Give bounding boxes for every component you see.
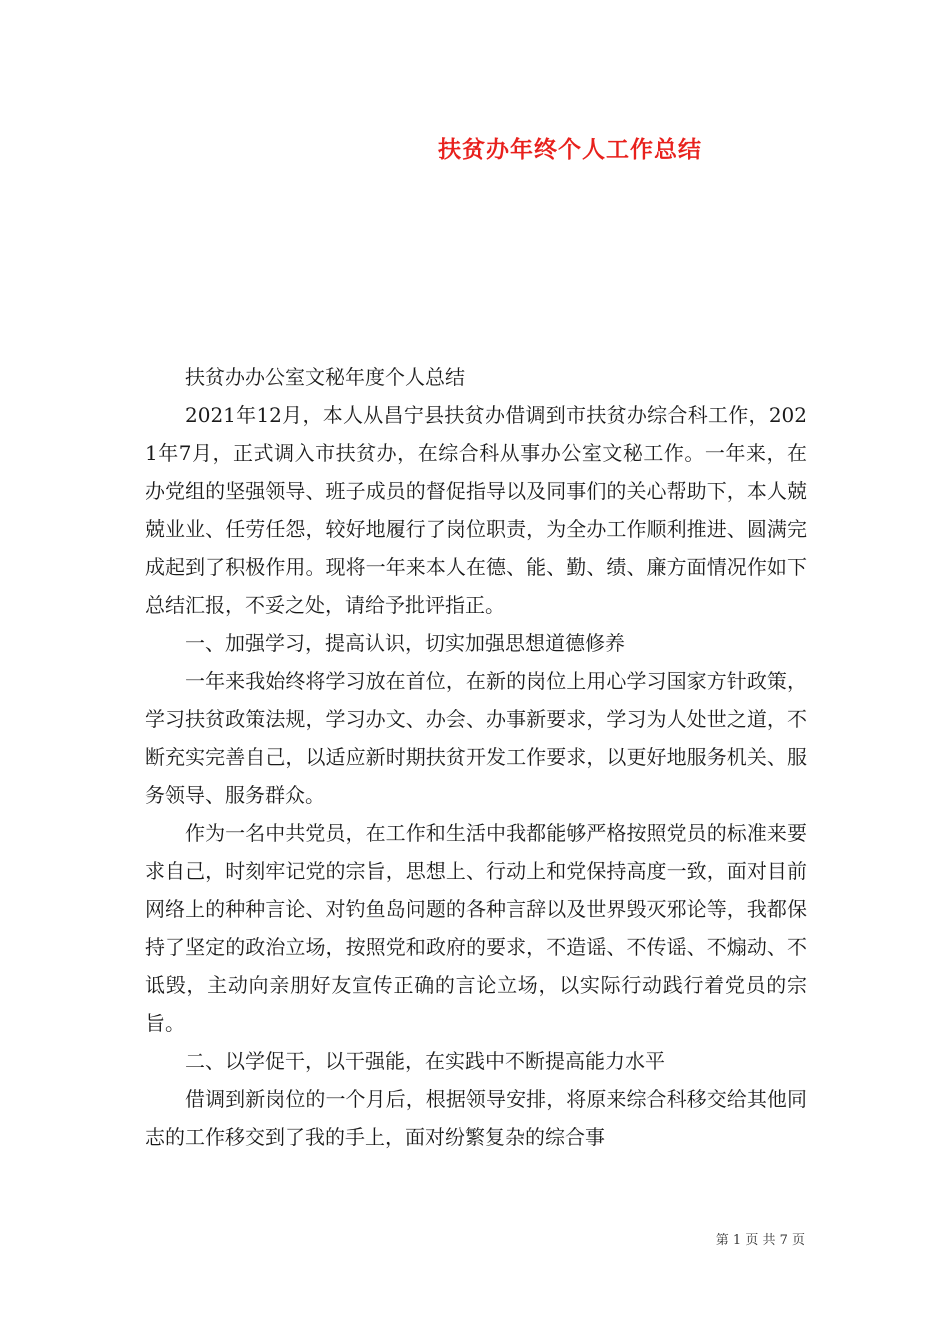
paragraph-subtitle: 扶贫办办公室文秘年度个人总结 [185, 365, 465, 389]
paragraph-intro: 2021年12月，本人从昌宁县扶贫办借调到市扶贫办综合科工作，2021年7月，正式调入市扶贫办，在综合科从事办公室文秘工作。一年来，在办党组的坚强领导、班子成员的督促指导以及同事们的关心帮助下，本人兢兢业业、任劳任怨，较好地履行了岗位职责，为全办工作顺利推进、圆满完成起到了积极作用。现将一年来本人在德、能、勤、绩、廉方面情况作如下总结汇报，不妥之处，请给予批评指正。 [145, 403, 807, 617]
section-heading-2: 二、以学促干，以干强能，在实践中不断提高能力水平 [185, 1049, 665, 1073]
paragraph-party-member: 作为一名中共党员，在工作和生活中我都能够严格按照党员的标准来要求自己，时刻牢记党的宗旨，思想上、行动上和党保持高度一致，面对目前网络上的种种言论、对钓鱼岛问题的各种言辞以及世界毁灭邪论等，我都保持了坚定的政治立场，按照党和政府的要求，不造谣、不传谣、不煽动、不诋毁，主动向亲朋好友宣传正确的言论立场，以实际行动践行着党员的宗旨。 [145, 821, 807, 1035]
paragraph-study: 一年来我始终将学习放在首位，在新的岗位上用心学习国家方针政策，学习扶贫政策法规，学习办文、办会、办事新要求，学习为人处世之道，不断充实完善自己，以适应新时期扶贫开发工作要求，以更好地服务机关、服务领导、服务群众。 [145, 669, 807, 807]
document-body [145, 358, 807, 1156]
document-title: 扶贫办年终个人工作总结 [438, 136, 702, 163]
section-heading-1: 一、加强学习，提高认识，切实加强思想道德修养 [185, 631, 625, 655]
page-number: 第 1 页 共 7 页 [715, 1233, 805, 1248]
paragraph-practice: 借调到新岗位的一个月后，根据领导安排，将原来综合科移交给其他同志的工作移交到了我的手上，面对纷繁复杂的综合事 [145, 1087, 807, 1149]
